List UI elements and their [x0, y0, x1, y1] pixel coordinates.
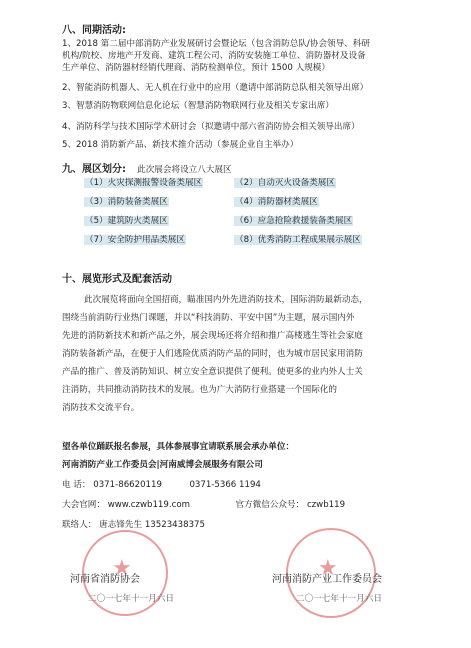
zone-row	[84, 233, 384, 252]
exhibition-zones-grid	[84, 176, 384, 252]
zone-5: （5）建筑防火类展区	[85, 216, 168, 226]
section-10-line-4: 消防装备新产品，在便于人们逃险优质消防产品的同时，也为城市居民家用消防	[62, 349, 363, 359]
zone-row	[84, 214, 384, 233]
zone-4: （4）消防器材类展区	[235, 197, 318, 207]
section-10-line-6: 注消防，共同推动消防技术的发展。也为广大消防行业搭建一个国际化的	[62, 385, 338, 395]
zone-1: （1）火灾探测报警设备类展区	[85, 178, 203, 188]
right-signature-date: 二〇一七年十一月六日	[296, 594, 382, 604]
section-8-item-1: 1、2018 第二届中部消防产业发展研讨会暨论坛（包含消防总队/协会领导、科研	[62, 39, 370, 49]
left-signature-org: 河南省消防协会	[70, 574, 140, 585]
website-link[interactable]: www.czwb119.com	[107, 500, 190, 510]
section-8-item-2: 2、智能消防机器人、无人机在行业中的应用（邀请中部消防总队相关领导出席）	[62, 83, 369, 93]
section-10-line-7: 消防技术交流平台。	[62, 403, 140, 413]
section-10-title: 十、展览形式及配套活动	[62, 274, 172, 285]
phone-2: 0371-5366 1194	[189, 480, 261, 490]
section-10-line-1: 此次展览将面向全国招商，瞄准国内外先进消防技术，国际消防最新动态，	[84, 295, 368, 305]
right-signature-org: 河南消防产业工作委员会	[272, 574, 382, 585]
zone-8: （8）优秀消防工程成果展示展区	[235, 235, 361, 245]
contact-phone-row	[62, 478, 261, 490]
section-8-item-4: 4、消防科学与技术国际学术研讨会（拟邀请中部六省消防协会相关领导出席）	[62, 122, 360, 132]
zone-row	[84, 195, 384, 214]
contact-website-row	[62, 498, 345, 510]
contact-person-row	[62, 518, 205, 530]
zone-3: （3）消防装备类展区	[85, 197, 168, 207]
zone-7: （7）安全防护用品类展区	[85, 235, 185, 245]
website-label: 大会官网：	[62, 500, 105, 510]
zone-6: （6）应急抢险救援装备类展区	[235, 216, 353, 226]
section-8-item-3: 3、智慧消防物联网信息化论坛（智慧消防物联网行业及相关专家出席）	[62, 101, 334, 111]
wechat-id: czwb119	[306, 500, 346, 510]
section-10-line-3: 先进的消防新技术和新产品之外，展会现场还将介绍和推广高楼逃生等社会家庭	[62, 331, 363, 341]
section-8-item-1-cont2: 生产单位、消防器材经销代理商、消防检测单位，预计 1500 人规模）	[62, 63, 330, 73]
section-9-subtitle: 此次展会将设立八大展区	[137, 165, 232, 175]
wechat-label: 官方微信公众号：	[235, 500, 305, 510]
phone-1: 0371-86620119	[93, 480, 162, 490]
left-signature-date: 二〇一七年十一月六日	[88, 594, 174, 604]
zone-2: （2）自动灭火设备类展区	[235, 178, 335, 188]
phone-label: 电 话：	[62, 480, 91, 490]
contact-intro: 望各单位踊跃报名参展，具体参展事宜请联系展会承办单位：	[62, 442, 295, 452]
section-8-title: 八、同期活动:	[62, 25, 126, 36]
section-10-line-5: 产品的推广、普及消防知识、树立安全意识提供了便利。使更多的业内外人士关	[62, 367, 363, 377]
zone-row	[84, 176, 384, 195]
section-9-heading	[62, 157, 232, 176]
section-8-item-1-cont: 机构/院校、房地产开发商、建筑工程公司、消防安装施工单位、消防器材及设备	[62, 51, 366, 61]
section-9-title: 九、展区划分:	[62, 164, 126, 175]
right-seal-star-icon: ★	[318, 556, 338, 581]
section-10-line-2: 围绕当前消防行业热门课题，并以“科技消防、平安中国”为主题，展示国内外	[62, 313, 355, 323]
left-seal-star-icon: ★	[112, 556, 132, 581]
section-8-item-5: 5、2018 消防新产品、新技术推介活动（参展企业自主举办）	[62, 140, 299, 150]
contact-person-label: 联络人：	[62, 520, 97, 530]
contact-organizers: 河南消防产业工作委员会|河南威博会展服务有限公司	[62, 460, 263, 470]
contact-person: 唐志锋先生 13523438375	[99, 520, 205, 530]
